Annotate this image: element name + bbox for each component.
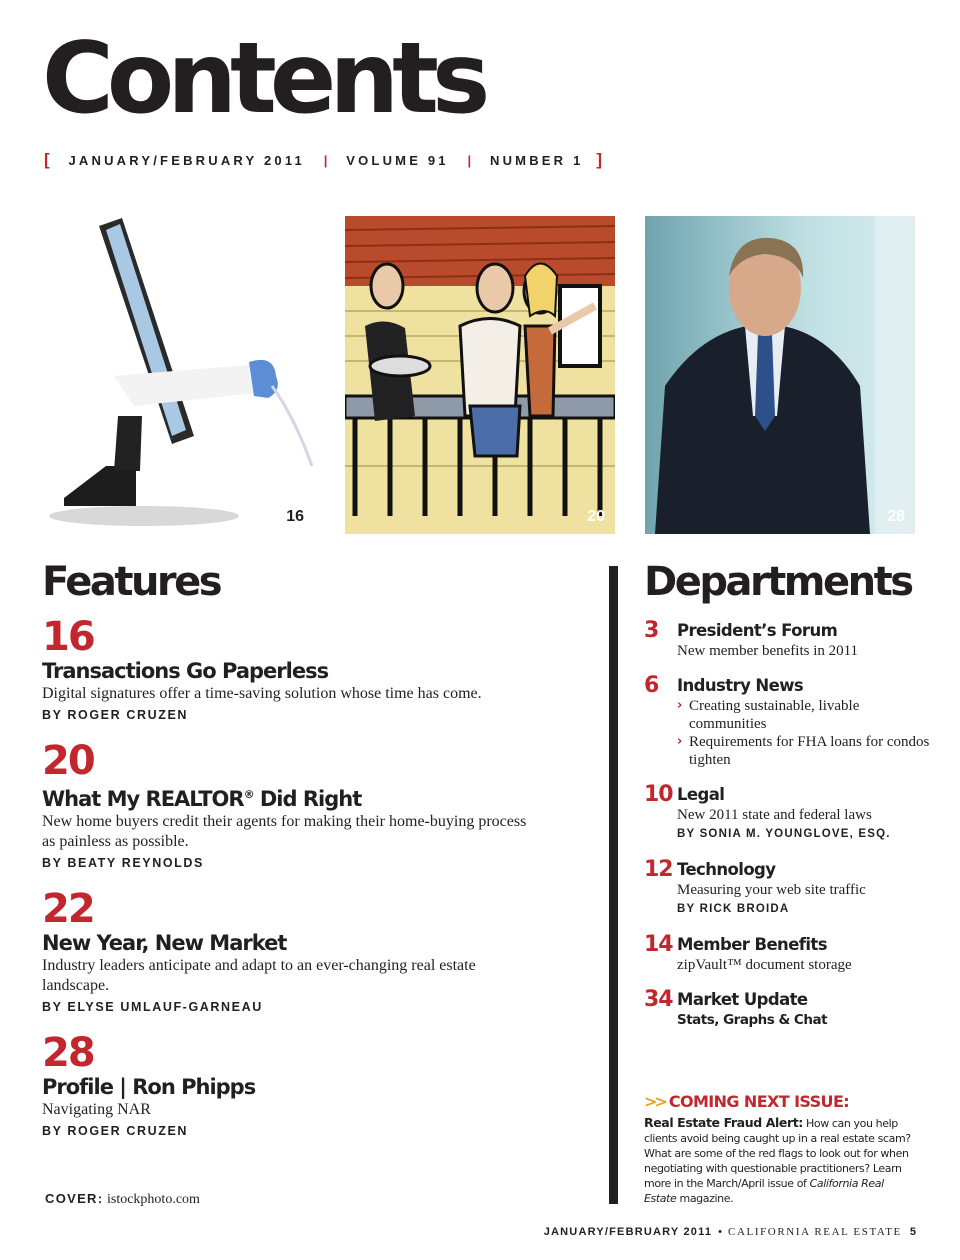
magazine-name: California Real Estate: [644, 1177, 884, 1205]
feature-byline: BY ROGER CRUZEN: [42, 708, 189, 722]
feature-title-main: What My REALTOR: [42, 787, 244, 811]
feature-item[interactable]: [42, 888, 572, 1018]
department-title[interactable]: Technology: [677, 860, 776, 879]
feature-item[interactable]: [42, 1032, 572, 1142]
feature-title[interactable]: [42, 782, 572, 812]
department-item[interactable]: [644, 620, 934, 660]
department-page-number: 12: [644, 857, 673, 882]
department-page-number: 6: [644, 673, 659, 698]
monitor-hand-illustration: [44, 216, 314, 534]
page-footer: [544, 1226, 916, 1238]
feature-title[interactable]: Transactions Go Paperless: [42, 659, 329, 683]
department-title[interactable]: Market Update: [677, 990, 808, 1009]
department-item[interactable]: [644, 675, 934, 769]
photo-ron-phipps[interactable]: [645, 216, 915, 534]
footer-page-number: 5: [909, 1226, 916, 1238]
department-byline: BY RICK BROIDA: [677, 903, 790, 915]
department-item[interactable]: [644, 989, 934, 1029]
issue-info: [44, 150, 602, 170]
department-page-number: 34: [644, 987, 673, 1012]
features-section: [42, 559, 572, 1142]
department-description: New 2011 state and federal laws: [677, 807, 872, 823]
feature-title-end: Did Right: [253, 787, 362, 811]
department-title[interactable]: President’s Forum: [677, 621, 838, 640]
feature-item[interactable]: [42, 740, 572, 874]
department-subtitle: Stats, Graphs & Chat: [677, 1012, 828, 1028]
department-page-number: 10: [644, 782, 673, 807]
chevron-right-icon: ›: [677, 698, 683, 713]
department-title[interactable]: Legal: [677, 785, 725, 804]
separator: |: [467, 153, 472, 168]
features-heading: Features: [42, 559, 221, 605]
chevron-right-icon: ›: [677, 734, 683, 749]
departments-heading: Departments: [644, 559, 912, 605]
feature-title[interactable]: Profile | Ron Phipps: [42, 1075, 256, 1099]
department-title[interactable]: Member Benefits: [677, 935, 827, 954]
cover-credit-label: COVER:: [45, 1191, 104, 1206]
column-divider: [609, 566, 618, 1204]
department-description: New member benefits in 2011: [677, 643, 859, 659]
issue-date: JANUARY/FEBRUARY 2011: [68, 153, 305, 168]
feature-description: Digital signatures offer a time-saving solution whose time has come.: [42, 685, 482, 702]
feature-page-number: 20: [42, 738, 94, 784]
department-page-number: 3: [644, 618, 659, 643]
coming-next-text: Real Estate Fraud Alert: How can you help clients avoid being caught up in a real estate scam? What are some of the red flags to look out for when negotiating with questionable practitioners? Learn more in the March/April issue of California Real Estate magazine.: [644, 1115, 911, 1205]
footer-date: JANUARY/FEBRUARY 2011: [543, 1226, 713, 1238]
department-bullet: › Requirements for FHA loans for condos tighten: [677, 734, 930, 768]
separator: |: [323, 153, 328, 168]
photo-page-number: 28: [887, 508, 905, 525]
feature-item[interactable]: [42, 616, 572, 726]
photo-paperless-monitor[interactable]: [44, 216, 314, 534]
page-title: Contents: [42, 22, 484, 136]
feature-page-number: 28: [42, 1030, 94, 1076]
department-bullet: › Creating sustainable, livable communities: [677, 698, 860, 732]
double-chevron-icon: >>: [644, 1092, 665, 1111]
coming-next-lead: Real Estate Fraud Alert:: [644, 1115, 803, 1130]
coming-next-heading: >> COMING NEXT ISSUE:: [644, 1092, 850, 1111]
department-description: Measuring your web site traffic: [677, 882, 866, 898]
department-description: zipVault™ document storage: [677, 957, 852, 973]
department-item[interactable]: [644, 784, 934, 844]
department-item[interactable]: [644, 934, 934, 974]
bracket-open: [: [44, 150, 50, 169]
feature-description: Navigating NAR: [42, 1101, 151, 1118]
registered-mark: ®: [243, 788, 254, 801]
feature-page-number: 16: [42, 614, 94, 660]
department-page-number: 14: [644, 932, 673, 957]
feature-byline: BY ELYSE UMLAUF-GARNEAU: [42, 1000, 263, 1014]
cover-credit-value: istockphoto.com: [106, 1192, 200, 1207]
feature-description: New home buyers credit their agents for making their home-buying process as painless as possible.: [42, 813, 527, 850]
footer-bullet: •: [718, 1226, 723, 1238]
photo-page-number: 20: [587, 508, 605, 525]
balcony-illustration: [345, 216, 615, 534]
photo-realtor-illustration[interactable]: [345, 216, 615, 534]
department-title[interactable]: Industry News: [677, 676, 804, 695]
issue-number: NUMBER 1: [490, 153, 584, 168]
portrait-photo: [645, 216, 915, 534]
feature-byline: BY ROGER CRUZEN: [42, 1124, 189, 1138]
feature-title[interactable]: New Year, New Market: [42, 931, 287, 955]
departments-section: [644, 559, 934, 1029]
issue-volume: VOLUME 91: [346, 153, 449, 168]
footer-publication: CALIFORNIA REAL ESTATE: [728, 1226, 902, 1238]
feature-description: Industry leaders anticipate and adapt to an ever-changing real estate landscape.: [42, 957, 476, 994]
department-byline: BY SONIA M. YOUNGLOVE, ESQ.: [677, 828, 891, 840]
bracket-close: ]: [596, 150, 602, 169]
coming-next-issue: [644, 1092, 914, 1206]
feature-byline: BY BEATY REYNOLDS: [42, 856, 204, 870]
cover-credit: [45, 1191, 200, 1208]
photo-page-number: 16: [286, 508, 304, 525]
feature-page-number: 22: [42, 886, 94, 932]
department-item[interactable]: [644, 859, 934, 919]
